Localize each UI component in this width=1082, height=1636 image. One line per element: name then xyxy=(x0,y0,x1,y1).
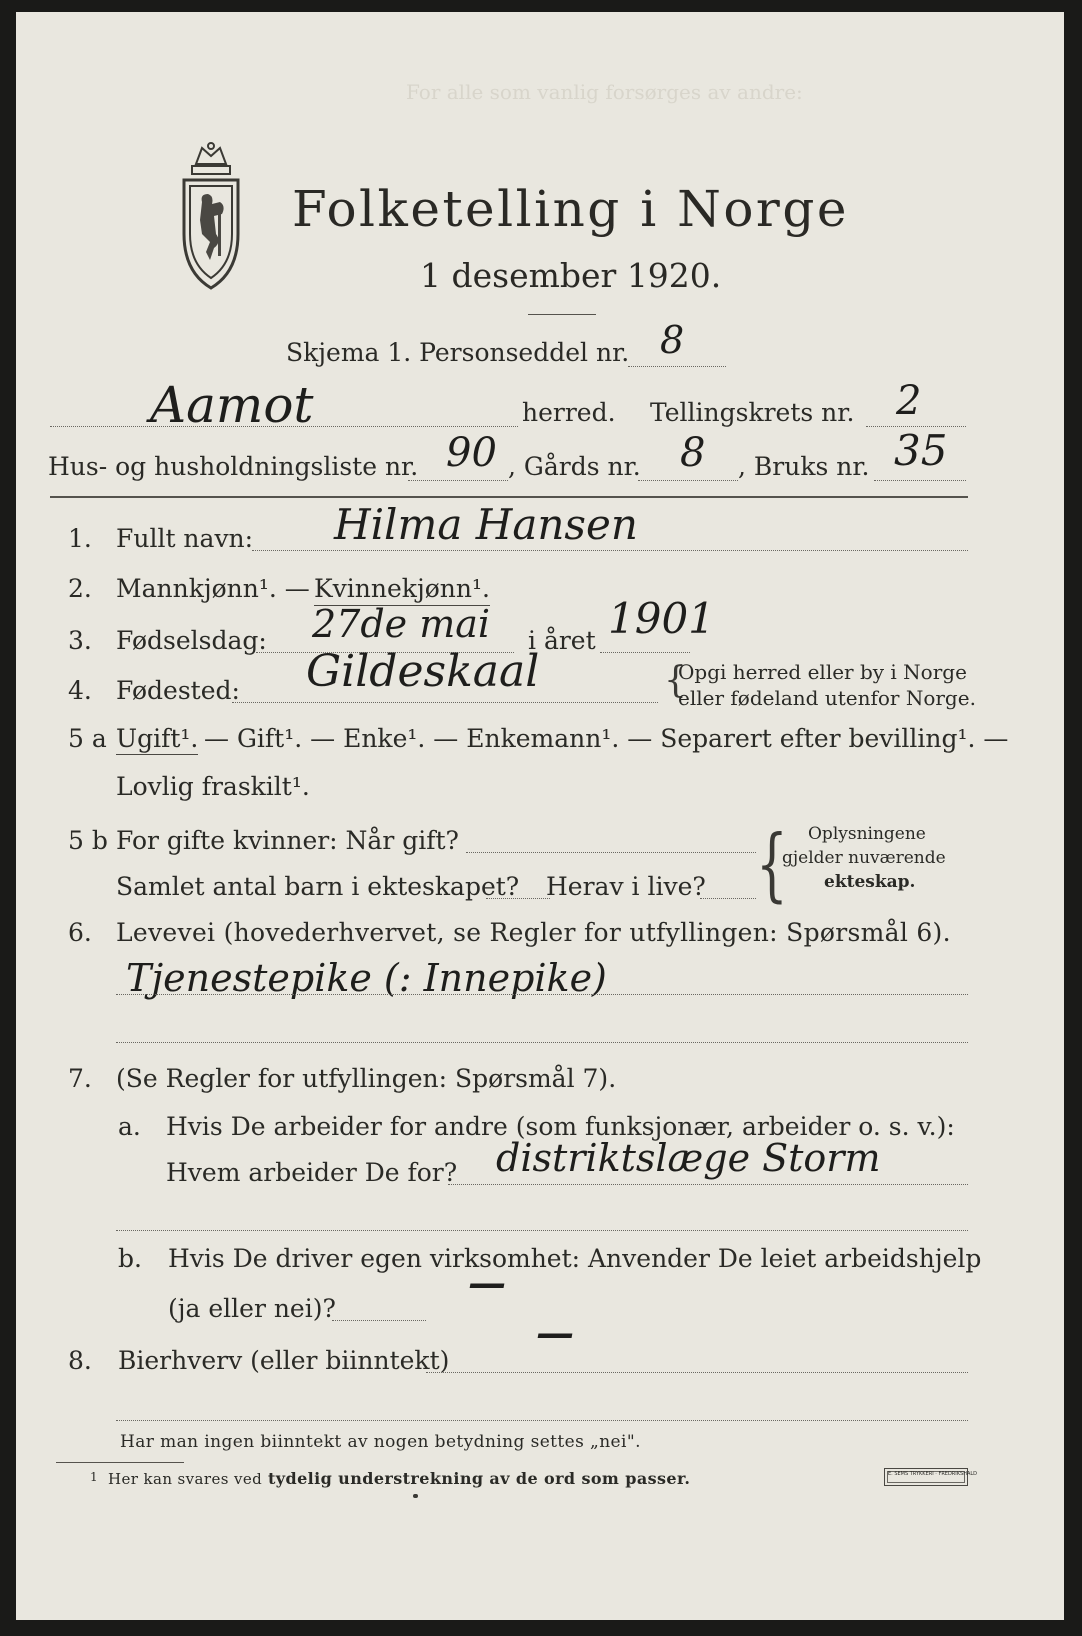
q5b-children-label: Samlet antal barn i ekteskapet? xyxy=(116,872,520,901)
herred-label: herred. xyxy=(522,398,616,427)
footnote-mark: 1 xyxy=(90,1470,98,1484)
q1-number: 1. xyxy=(68,524,92,553)
side-income-value[interactable]: — xyxy=(536,1310,574,1355)
q7b-line xyxy=(332,1320,426,1321)
q3-year-line xyxy=(600,652,690,653)
q1-label: Fullt navn: xyxy=(116,524,254,553)
q7b-label-1: Hvis De driver egen virksomhet: Anvender De leiet arbeidshjelp xyxy=(168,1244,982,1273)
q5b-brace: { xyxy=(756,818,788,911)
skjema-label: Skjema 1. Personseddel nr. xyxy=(286,338,630,367)
full-name-value[interactable]: Hilma Hansen xyxy=(334,500,638,549)
lovlig-fraskilt-option[interactable]: Lovlig fraskilt¹. xyxy=(116,772,310,801)
q2-number: 2. xyxy=(68,574,92,603)
gards-nr[interactable]: 8 xyxy=(680,430,706,476)
bleed-through-text: For alle som vanlig forsørges av andre: xyxy=(406,80,803,104)
q8-line-2 xyxy=(116,1420,968,1421)
q4-line xyxy=(232,702,658,703)
hus-nr[interactable]: 90 xyxy=(446,430,497,476)
q7a-label-1: Hvis De arbeider for andre (som funksjonær, arbeider o. s. v.): xyxy=(166,1112,955,1141)
q8-line xyxy=(426,1372,968,1373)
q5b-when-married-label: For gifte kvinner: Når gift? xyxy=(116,826,459,855)
header-separator xyxy=(50,496,968,498)
q5b-note-line-2: gjelder nuværende xyxy=(782,848,946,868)
birth-year-value[interactable]: 1901 xyxy=(608,594,715,643)
employer-value[interactable]: distriktslæge Storm xyxy=(496,1136,881,1180)
census-date: 1 desember 1920. xyxy=(420,256,722,295)
footnote-text-b: tydelig understrekning av de ord som passer. xyxy=(268,1469,691,1488)
q4-number: 4. xyxy=(68,676,92,705)
q1-line xyxy=(252,550,968,551)
occupation-value[interactable]: Tjenestepike (: Innepike) xyxy=(126,956,607,1000)
form-title: Folketelling i Norge xyxy=(292,180,849,238)
q5b-when-married-line xyxy=(466,852,756,853)
q6-label: Levevei (hovederhvervet, se Regler for utfyllingen: Spørsmål 6). xyxy=(116,918,951,947)
q5b-alive-line xyxy=(700,898,756,899)
hired-help-value[interactable]: — xyxy=(468,1260,506,1305)
hus-label: Hus- og husholdningsliste nr. xyxy=(48,452,419,481)
tellingskrets-label: Tellingskrets nr. xyxy=(650,398,855,427)
q7b-label-2: (ja eller nei)? xyxy=(168,1294,336,1323)
q3-label: Fødselsdag: xyxy=(116,626,267,655)
q3-year-label: i året xyxy=(528,626,596,655)
personseddel-nr[interactable]: 8 xyxy=(660,318,685,362)
q7-label: (Se Regler for utfyllingen: Spørsmål 7). xyxy=(116,1064,617,1093)
q5b-children-line xyxy=(486,898,550,899)
q7a-line xyxy=(448,1184,968,1185)
q4-label: Fødested: xyxy=(116,676,240,705)
gards-line xyxy=(638,480,738,481)
bruks-line xyxy=(874,480,966,481)
footnote-text-a: Her kan svares ved xyxy=(108,1470,263,1488)
q6-line-1 xyxy=(116,994,968,995)
marital-options[interactable]: — Gift¹. — Enke¹. — Enkemann¹. — Separert efter bevilling¹. — xyxy=(204,724,1009,753)
birthplace-value[interactable]: Gildeskaal xyxy=(306,646,540,697)
q5b-number: 5 b xyxy=(68,826,108,855)
kvinnekjonn-option-underlined[interactable]: Kvinnekjønn¹. xyxy=(314,574,490,606)
q5b-note-line-1: Oplysningene xyxy=(808,824,926,844)
tellingskrets-nr[interactable]: 2 xyxy=(896,378,922,424)
hus-line xyxy=(408,480,508,481)
printer-stamp xyxy=(884,1468,978,1486)
gards-label: , Gårds nr. xyxy=(508,452,641,481)
herred-value[interactable]: Aamot xyxy=(150,376,314,434)
q4-note-line-2: eller fødeland utenfor Norge. xyxy=(678,686,976,710)
q4-note-line-1: Opgi herred eller by i Norge xyxy=(678,660,967,684)
q3-number: 3. xyxy=(68,626,92,655)
q8-number: 8. xyxy=(68,1346,92,1375)
q7a-letter: a. xyxy=(118,1112,141,1141)
birthday-value[interactable]: 27de mai xyxy=(312,602,491,646)
title-divider xyxy=(528,314,596,315)
q5b-note-line-3: ekteskap. xyxy=(824,872,916,892)
q4-brace: { xyxy=(664,660,687,701)
mannkjonn-option[interactable]: Mannkjønn¹. — xyxy=(116,574,310,603)
q8-label: Bierhverv (eller biinntekt) xyxy=(118,1346,450,1375)
footnote-divider xyxy=(56,1462,184,1463)
q7-number: 7. xyxy=(68,1064,92,1093)
personseddel-line xyxy=(628,366,726,367)
q7b-letter: b. xyxy=(118,1244,142,1273)
bruks-nr[interactable]: 35 xyxy=(894,426,948,475)
census-form-sheet xyxy=(16,12,1064,1620)
q6-number: 6. xyxy=(68,918,92,947)
herred-line xyxy=(50,426,518,427)
q7a-line-2 xyxy=(116,1230,968,1231)
bruks-label: , Bruks nr. xyxy=(738,452,870,481)
q7a-label-2: Hvem arbeider De for? xyxy=(166,1158,458,1187)
norway-coat-of-arms-icon xyxy=(166,142,256,292)
q5b-alive-label: Herav i live? xyxy=(546,872,706,901)
printer-stamp-text: E. SEMS TRYKKERI · FREDRIKSHALD xyxy=(887,1471,965,1483)
ugift-option-underlined[interactable]: Ugift¹. xyxy=(116,724,199,753)
q6-line-2 xyxy=(116,1042,968,1043)
footer-note: Har man ingen biinntekt av nogen betydning settes „nei". xyxy=(120,1432,641,1452)
q5a-number: 5 a xyxy=(68,724,107,753)
ink-dot xyxy=(413,1494,418,1498)
